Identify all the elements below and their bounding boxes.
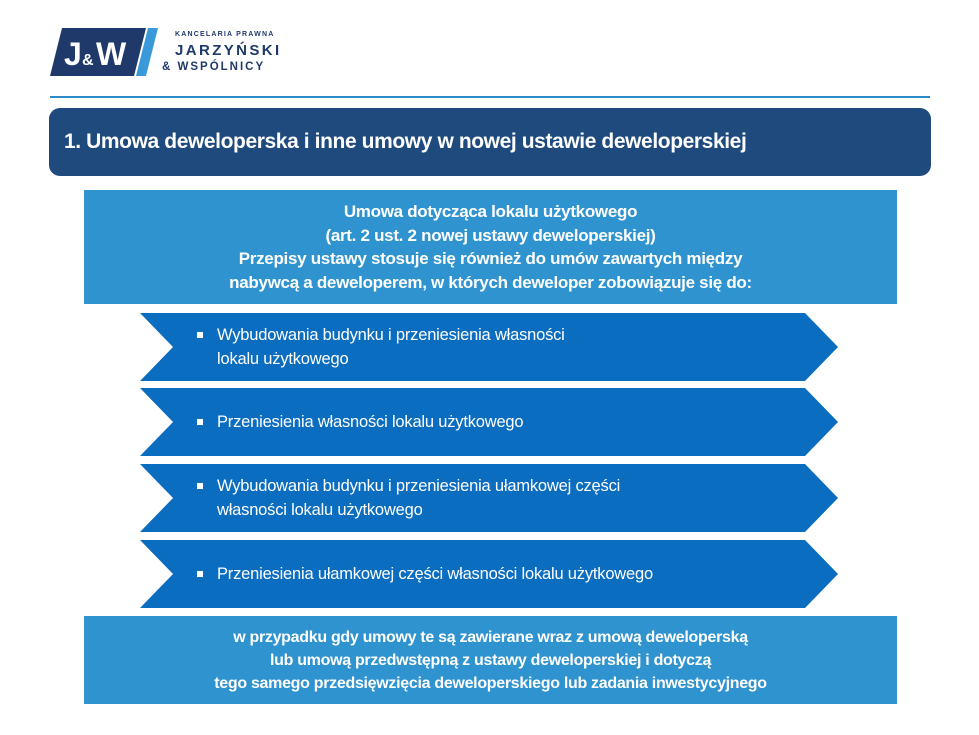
intro-line: Umowa dotycząca lokalu użytkowego	[343, 202, 638, 221]
chevron-item	[140, 464, 840, 532]
header-divider	[50, 96, 930, 98]
intro-line: Przepisy ustawy stosuje się również do umów zawartych między	[238, 249, 743, 268]
svg-text:J: J	[64, 36, 82, 72]
item-line: Przeniesienia własności lokalu użytkowego	[217, 413, 524, 431]
item-line: Wybudowania budynku i przeniesienia ułamkowej części	[217, 477, 621, 495]
firm-logo	[50, 28, 290, 78]
chevron-item	[140, 313, 840, 381]
bullet-icon	[197, 483, 203, 489]
svg-text:&: &	[82, 52, 94, 69]
condition-line: lub umową przedwstępną z ustawy deweloperskiej i dotyczą	[269, 651, 712, 669]
item-line: własności lokalu użytkowego	[217, 501, 423, 519]
intro-line: nabywcą a deweloperem, w których deweloper zobowiązuje się do:	[229, 272, 752, 292]
chevron-item	[140, 540, 840, 608]
item-line: lokalu użytkowego	[217, 350, 349, 368]
bullet-icon	[197, 419, 203, 425]
condition-line: tego samego przedsięwzięcia deweloperskiego lub zadania inwestycyjnego	[214, 674, 767, 692]
intro-box	[84, 190, 897, 304]
condition-line: w przypadku gdy umowy te są zawierane wraz z umową deweloperską	[233, 628, 748, 646]
bullet-icon	[197, 571, 203, 577]
bullet-icon	[197, 332, 203, 338]
intro-line: (art. 2 ust. 2 nowej ustawy deweloperskiej)	[325, 225, 656, 245]
slide-title: 1. Umowa deweloperska i inne umowy w nowej ustawie deweloperskiej	[64, 130, 747, 153]
svg-text:W: W	[96, 36, 127, 72]
condition-box	[84, 616, 897, 704]
jw-logo-mark-icon	[50, 28, 162, 76]
slide-title-bar	[49, 108, 931, 176]
logo-name-line2: & WSPÓLNICY	[162, 61, 266, 73]
logo-tagline: KANCELARIA PRAWNA	[175, 31, 275, 38]
logo-name-line1: JARZYŃSKI	[175, 42, 282, 59]
item-line: Przeniesienia ułamkowej części własności lokalu użytkowego	[217, 565, 653, 583]
item-line: Wybudowania budynku i przeniesienia własności	[217, 326, 565, 344]
chevron-item	[140, 388, 840, 456]
